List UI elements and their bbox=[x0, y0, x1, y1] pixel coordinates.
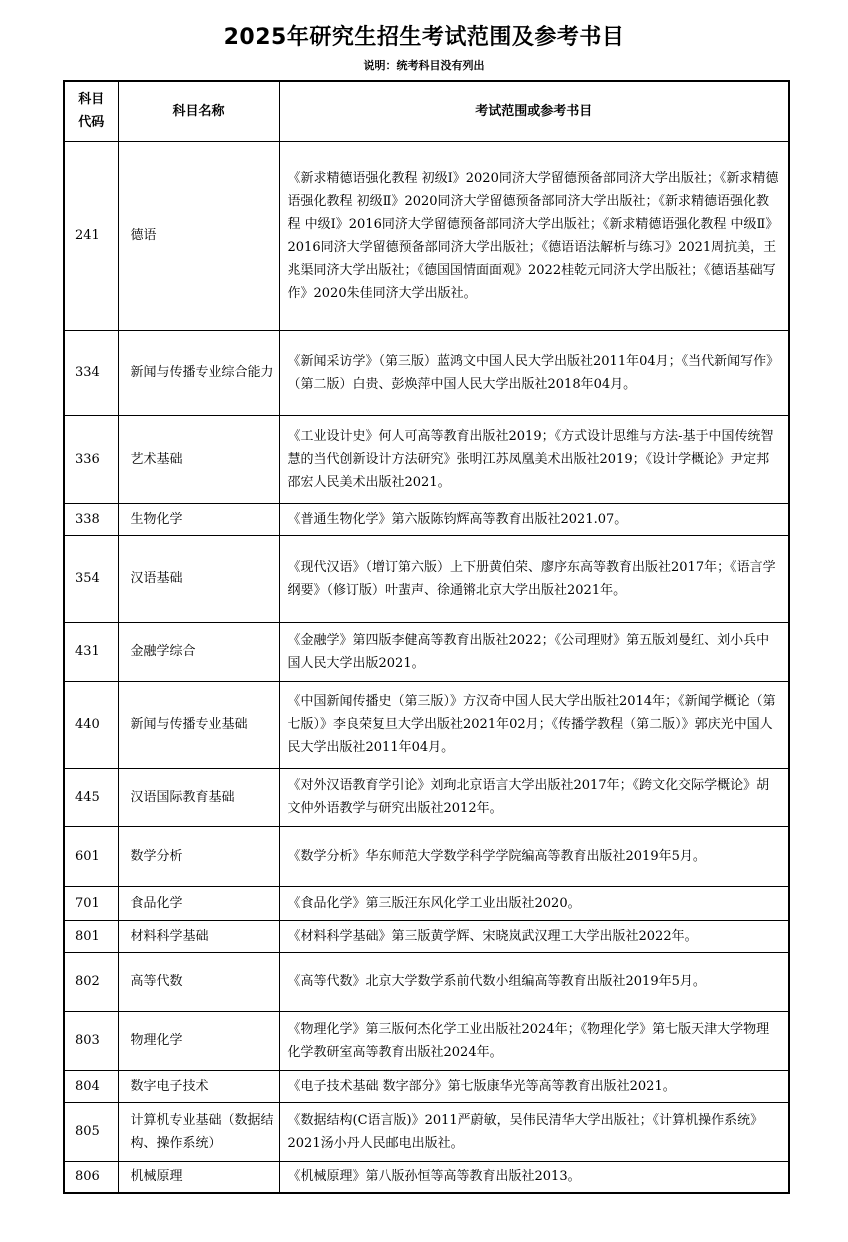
subject-name: 金融学综合 bbox=[118, 622, 279, 681]
table-row bbox=[64, 1070, 789, 1102]
table-row bbox=[64, 768, 789, 826]
subject-name: 食品化学 bbox=[118, 886, 279, 920]
reference-books: 《对外汉语教育学引论》刘珣北京语言大学出版社2017年；《跨文化交际学概论》胡文仲外语教学与研究出版社2012年。 bbox=[279, 768, 789, 826]
reference-books: 《新闻采访学》（第三版）蓝鸿文中国人民大学出版社2011年04月；《当代新闻写作》（第二版）白贵、彭焕萍中国人民大学出版社2018年04月。 bbox=[279, 330, 789, 415]
subject-name: 机械原理 bbox=[118, 1161, 279, 1193]
reference-books: 《机械原理》第八版孙恒等高等教育出版社2013。 bbox=[279, 1161, 789, 1193]
subject-code: 601 bbox=[64, 826, 118, 886]
subject-name: 艺术基础 bbox=[118, 415, 279, 503]
subject-name: 新闻与传播专业综合能力 bbox=[118, 330, 279, 415]
page-title: 2025年研究生招生考试范围及参考书目 bbox=[223, 25, 625, 50]
subject-name: 生物化学 bbox=[118, 503, 279, 535]
table-row bbox=[64, 826, 789, 886]
table-row bbox=[64, 141, 789, 330]
subject-code: 338 bbox=[64, 503, 118, 535]
reference-books: 《数据结构(C语言版)》2011严蔚敏，吴伟民清华大学出版社；《计算机操作系统》2021汤小丹人民邮电出版社。 bbox=[279, 1102, 789, 1161]
subject-name: 汉语基础 bbox=[118, 535, 279, 622]
subject-name: 德语 bbox=[118, 141, 279, 330]
subject-code: 354 bbox=[64, 535, 118, 622]
reference-books: 《普通生物化学》第六版陈钧辉高等教育出版社2021.07。 bbox=[279, 503, 789, 535]
subject-code: 803 bbox=[64, 1011, 118, 1070]
reference-books: 《食品化学》第三版汪东风化学工业出版社2020。 bbox=[279, 886, 789, 920]
header-name: 科目名称 bbox=[118, 81, 279, 141]
subject-name: 数学分析 bbox=[118, 826, 279, 886]
table-row bbox=[64, 920, 789, 952]
reference-books: 《中国新闻传播史（第三版）》方汉奇中国人民大学出版社2014年；《新闻学概论（第七版）》李良荣复旦大学出版社2021年02月；《传播学教程（第二版）》郭庆光中国人民大学出版社2011年04月。 bbox=[279, 681, 789, 768]
table-row bbox=[64, 952, 789, 1011]
table-row bbox=[64, 886, 789, 920]
reference-books: 《材料科学基础》第三版黄学辉、宋晓岚武汉理工大学出版社2022年。 bbox=[279, 920, 789, 952]
table-row bbox=[64, 503, 789, 535]
reference-books: 《新求精德语强化教程 初级Ⅰ》2020同济大学留德预备部同济大学出版社；《新求精德语强化教程 初级Ⅱ》2020同济大学留德预备部同济大学出版社；《新求精德语强化教程 中级Ⅰ》2016同济大学留德预备部同济大学出版社；《新求精德语强化教程 中级Ⅱ》2016同济大学留德预备部同济大学出版社；《德语语法解析与练习》2021周抗美，王兆渠同济大学出版社；《德国国情面面观》2022桂乾元同济大学出版社；《德语基础写作》2020朱佳同济大学出版社。 bbox=[279, 141, 789, 330]
reference-books: 《数学分析》华东师范大学数学科学学院编高等教育出版社2019年5月。 bbox=[279, 826, 789, 886]
subject-code: 241 bbox=[64, 141, 118, 330]
reference-books: 《物理化学》第三版何杰化学工业出版社2024年；《物理化学》第七版天津大学物理化学教研室高等教育出版社2024年。 bbox=[279, 1011, 789, 1070]
exam-scope-table bbox=[63, 80, 790, 1194]
subject-code: 334 bbox=[64, 330, 118, 415]
subject-code: 440 bbox=[64, 681, 118, 768]
subject-code: 802 bbox=[64, 952, 118, 1011]
subject-name: 材料科学基础 bbox=[118, 920, 279, 952]
reference-books: 《金融学》第四版李健高等教育出版社2022；《公司理财》第五版刘曼红、刘小兵中国人民大学出版2021。 bbox=[279, 622, 789, 681]
table-row bbox=[64, 1011, 789, 1070]
subject-code: 804 bbox=[64, 1070, 118, 1102]
table-row bbox=[64, 1102, 789, 1161]
reference-books: 《电子技术基础 数字部分》第七版康华光等高等教育出版社2021。 bbox=[279, 1070, 789, 1102]
subject-name: 计算机专业基础（数据结构、操作系统） bbox=[118, 1102, 279, 1161]
subject-code: 336 bbox=[64, 415, 118, 503]
page-subtitle: 说明：统考科目没有列出 bbox=[363, 59, 485, 72]
table-row bbox=[64, 330, 789, 415]
header-scope: 考试范围或参考书目 bbox=[279, 81, 789, 141]
reference-books: 《工业设计史》何人可高等教育出版社2019；《方式设计思维与方法-基于中国传统智慧的当代创新设计方法研究》张明江苏凤凰美术出版社2019；《设计学概论》尹定邦 邵宏人民美术出版社2021。 bbox=[279, 415, 789, 503]
table-row bbox=[64, 415, 789, 503]
subject-code: 806 bbox=[64, 1161, 118, 1193]
reference-books: 《高等代数》北京大学数学系前代数小组编高等教育出版社2019年5月。 bbox=[279, 952, 789, 1011]
subject-code: 805 bbox=[64, 1102, 118, 1161]
subject-name: 汉语国际教育基础 bbox=[118, 768, 279, 826]
subject-name: 数字电子技术 bbox=[118, 1070, 279, 1102]
subject-code: 701 bbox=[64, 886, 118, 920]
subject-name: 新闻与传播专业基础 bbox=[118, 681, 279, 768]
subject-name: 高等代数 bbox=[118, 952, 279, 1011]
table-row bbox=[64, 1161, 789, 1193]
subject-code: 801 bbox=[64, 920, 118, 952]
table-row bbox=[64, 622, 789, 681]
table-header-row bbox=[64, 81, 789, 141]
subject-code: 445 bbox=[64, 768, 118, 826]
table-row bbox=[64, 681, 789, 768]
header-code: 科目代码 bbox=[64, 81, 118, 141]
subject-code: 431 bbox=[64, 622, 118, 681]
subject-name: 物理化学 bbox=[118, 1011, 279, 1070]
reference-books: 《现代汉语》（增订第六版）上下册黄伯荣、廖序东高等教育出版社2017年；《语言学纲要》（修订版）叶蜚声、徐通锵北京大学出版社2021年。 bbox=[279, 535, 789, 622]
table-row bbox=[64, 535, 789, 622]
